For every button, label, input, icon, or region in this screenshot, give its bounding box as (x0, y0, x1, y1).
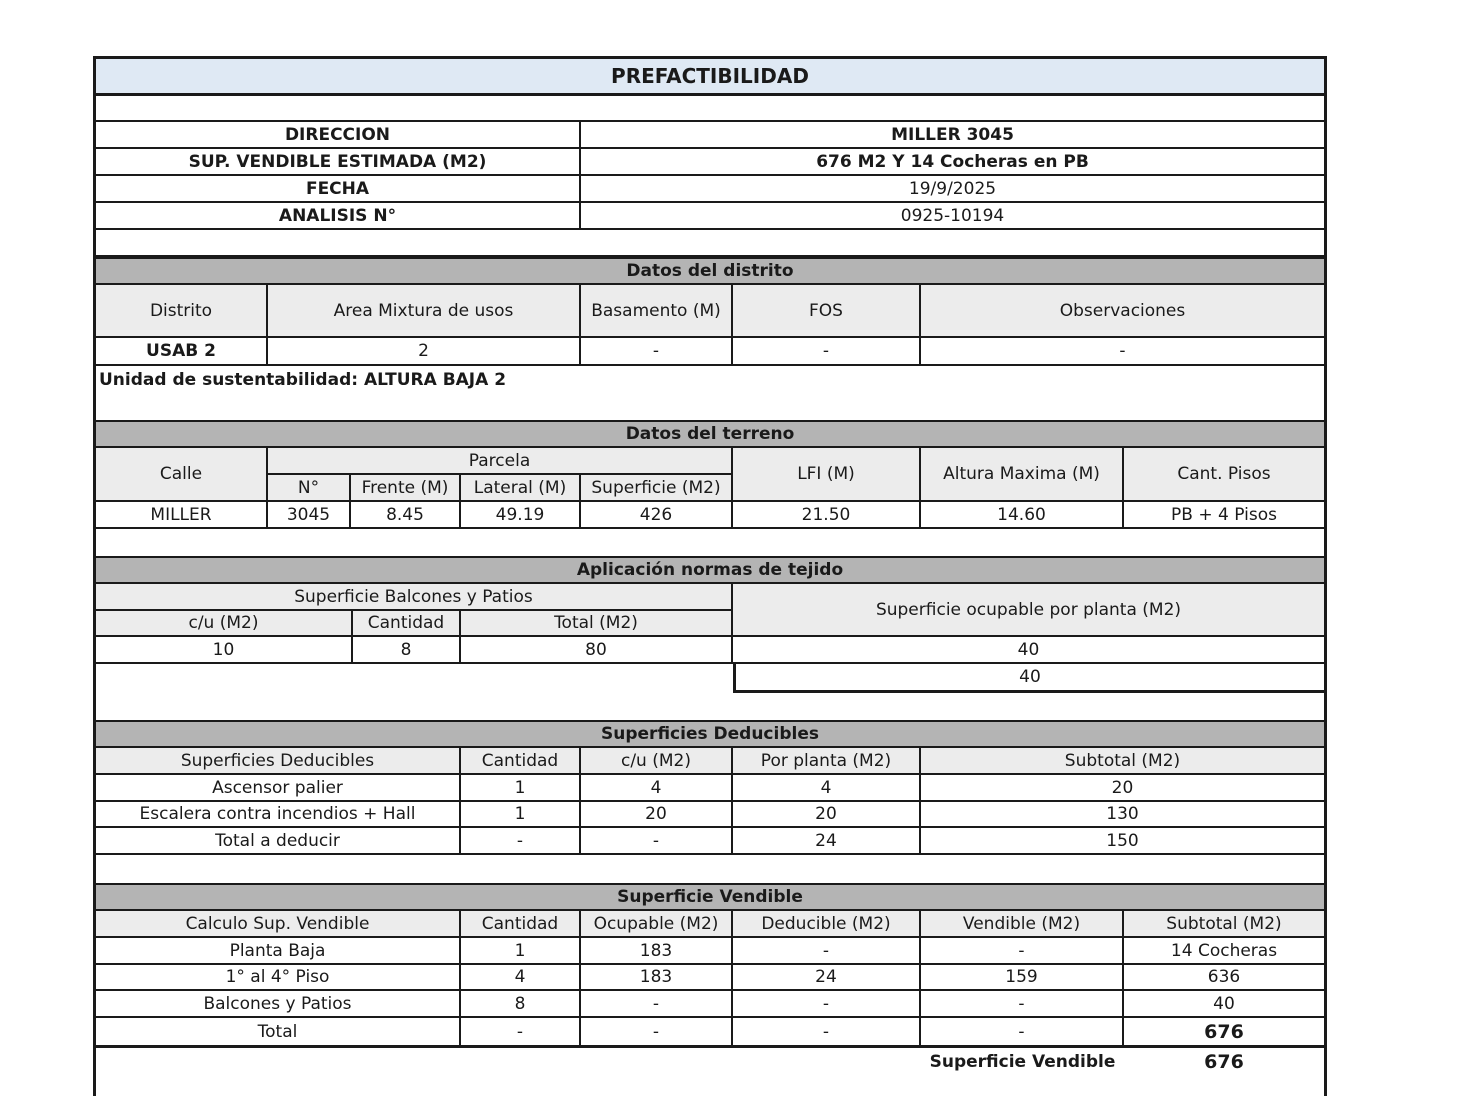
table-row-cell: 150 (921, 828, 1324, 855)
deducibles-header-cu: c/u (M2) (581, 748, 733, 775)
vendible-header-subtotal: Subtotal (M2) (1124, 911, 1324, 938)
deducibles-header-subtotal: Subtotal (M2) (921, 748, 1324, 775)
table-row-cell: 159 (921, 965, 1124, 991)
terreno-value-pisos: PB + 4 Pisos (1124, 502, 1324, 529)
vendible-header-ocupable: Ocupable (M2) (581, 911, 733, 938)
distrito-value-fos: - (733, 338, 921, 366)
table-row-cell: - (461, 828, 581, 855)
info-value-direccion: MILLER 3045 (581, 122, 1324, 149)
terreno-value-numero: 3045 (268, 502, 351, 529)
tejido-header-balcones: Superficie Balcones y Patios (96, 584, 733, 611)
distrito-value-observaciones: - (921, 338, 1324, 366)
table-row-cell: - (733, 1018, 921, 1048)
table-row-cell: 183 (581, 938, 733, 965)
info-value-analisis: 0925-10194 (581, 203, 1324, 230)
vendible-header-cantidad: Cantidad (461, 911, 581, 938)
info-value-fecha: 19/9/2025 (581, 176, 1324, 203)
info-label-analisis: ANALISIS N° (96, 203, 581, 230)
distrito-value-mixtura: 2 (268, 338, 581, 366)
vendible-header-deducible: Deducible (M2) (733, 911, 921, 938)
vendible-footer-value: 676 (1204, 1051, 1244, 1073)
table-row-cell: - (733, 991, 921, 1018)
table-row-cell: 1 (461, 775, 581, 802)
table-row-cell: 183 (581, 965, 733, 991)
terreno-value-frente: 8.45 (351, 502, 461, 529)
vendible-title: Superficie Vendible (96, 883, 1324, 911)
table-row-cell: Balcones y Patios (96, 991, 461, 1018)
table-row-cell: Total (96, 1018, 461, 1048)
vendible-total-value: 676 (1124, 1018, 1324, 1048)
distrito-header-mixtura: Area Mixtura de usos (268, 285, 581, 338)
terreno-header-superficie: Superficie (M2) (581, 475, 733, 502)
tejido-value-ocupable-1: 40 (733, 637, 1324, 664)
table-row-cell: 40 (1124, 991, 1324, 1018)
tejido-header-cantidad: Cantidad (353, 611, 461, 637)
terreno-value-calle: MILLER (96, 502, 268, 529)
vendible-header-vendible: Vendible (M2) (921, 911, 1124, 938)
table-row-cell: 20 (921, 775, 1324, 802)
spacer-row (96, 96, 1324, 122)
table-row-cell: 8 (461, 991, 581, 1018)
deducibles-title: Superficies Deducibles (96, 720, 1324, 748)
table-row-cell: 24 (733, 828, 921, 855)
table-row-cell: 4 (733, 775, 921, 802)
terreno-header-lfi: LFI (M) (733, 448, 921, 502)
table-row-cell: 1° al 4° Piso (96, 965, 461, 991)
vendible-footer-label: Superficie Vendible (929, 1052, 1116, 1072)
distrito-value-distrito: USAB 2 (96, 338, 268, 366)
table-row-cell: 1 (461, 802, 581, 828)
deducibles-header-por-planta: Por planta (M2) (733, 748, 921, 775)
info-label-fecha: FECHA (96, 176, 581, 203)
table-row-cell: - (581, 1018, 733, 1048)
terreno-header-parcela: Parcela (268, 448, 733, 475)
table-row-cell: 14 Cocheras (1124, 938, 1324, 965)
spacer-cell (96, 664, 733, 720)
spacer-row (96, 855, 1324, 883)
distrito-header-observaciones: Observaciones (921, 285, 1324, 338)
distrito-title: Datos del distrito (96, 257, 1324, 285)
deducibles-header-concepto: Superficies Deducibles (96, 748, 461, 775)
tejido-header-cu: c/u (M2) (96, 611, 353, 637)
table-row-cell: - (921, 991, 1124, 1018)
table-row-cell: 636 (1124, 965, 1324, 991)
distrito-note: Unidad de sustentabilidad: ALTURA BAJA 2 (96, 366, 1324, 420)
distrito-header-fos: FOS (733, 285, 921, 338)
table-row-cell: Ascensor palier (96, 775, 461, 802)
tejido-header-ocupable: Superficie ocupable por planta (M2) (733, 584, 1324, 637)
tejido-value-cantidad: 8 (353, 637, 461, 664)
terreno-value-lfi: 21.50 (733, 502, 921, 529)
terreno-value-superficie: 426 (581, 502, 733, 529)
info-label-superficie: SUP. VENDIBLE ESTIMADA (M2) (96, 149, 581, 176)
table-row-cell: - (581, 828, 733, 855)
terreno-value-lateral: 49.19 (461, 502, 581, 529)
terreno-header-pisos: Cant. Pisos (1124, 448, 1324, 502)
table-row-cell: 4 (461, 965, 581, 991)
table-row-cell: 24 (733, 965, 921, 991)
tejido-value-ocupable-2: 40 (733, 664, 1324, 693)
prefactibilidad-sheet (93, 56, 1327, 1096)
table-row-cell: Escalera contra incendios + Hall (96, 802, 461, 828)
info-label-direccion: DIRECCION (96, 122, 581, 149)
table-row-cell: Planta Baja (96, 938, 461, 965)
terreno-header-altura: Altura Maxima (M) (921, 448, 1124, 502)
terreno-header-lateral: Lateral (M) (461, 475, 581, 502)
vendible-header-calculo: Calculo Sup. Vendible (96, 911, 461, 938)
table-row-cell: - (921, 1018, 1124, 1048)
table-row-cell: - (921, 938, 1124, 965)
info-value-superficie: 676 M2 Y 14 Cocheras en PB (581, 149, 1324, 176)
tejido-header-total: Total (M2) (461, 611, 733, 637)
distrito-value-basamento: - (581, 338, 733, 366)
table-row-cell: - (461, 1018, 581, 1048)
terreno-title: Datos del terreno (96, 420, 1324, 448)
table-row-cell: 1 (461, 938, 581, 965)
tejido-title: Aplicación normas de tejido (96, 556, 1324, 584)
tejido-value-cu: 10 (96, 637, 353, 664)
terreno-header-numero: N° (268, 475, 351, 502)
table-row-cell: Total a deducir (96, 828, 461, 855)
table-row-cell: - (581, 991, 733, 1018)
terreno-header-frente: Frente (M) (351, 475, 461, 502)
distrito-header-basamento: Basamento (M) (581, 285, 733, 338)
spacer-row (96, 529, 1324, 556)
spacer-row (96, 230, 1324, 257)
terreno-header-calle: Calle (96, 448, 268, 502)
terreno-value-altura: 14.60 (921, 502, 1124, 529)
table-row-cell: - (733, 938, 921, 965)
table-row-cell: 20 (581, 802, 733, 828)
table-row-cell: 20 (733, 802, 921, 828)
distrito-header-distrito: Distrito (96, 285, 268, 338)
table-row-cell: 4 (581, 775, 733, 802)
table-row-cell: 130 (921, 802, 1324, 828)
page-title: PREFACTIBILIDAD (96, 59, 1324, 96)
tejido-value-total: 80 (461, 637, 733, 664)
deducibles-header-cantidad: Cantidad (461, 748, 581, 775)
